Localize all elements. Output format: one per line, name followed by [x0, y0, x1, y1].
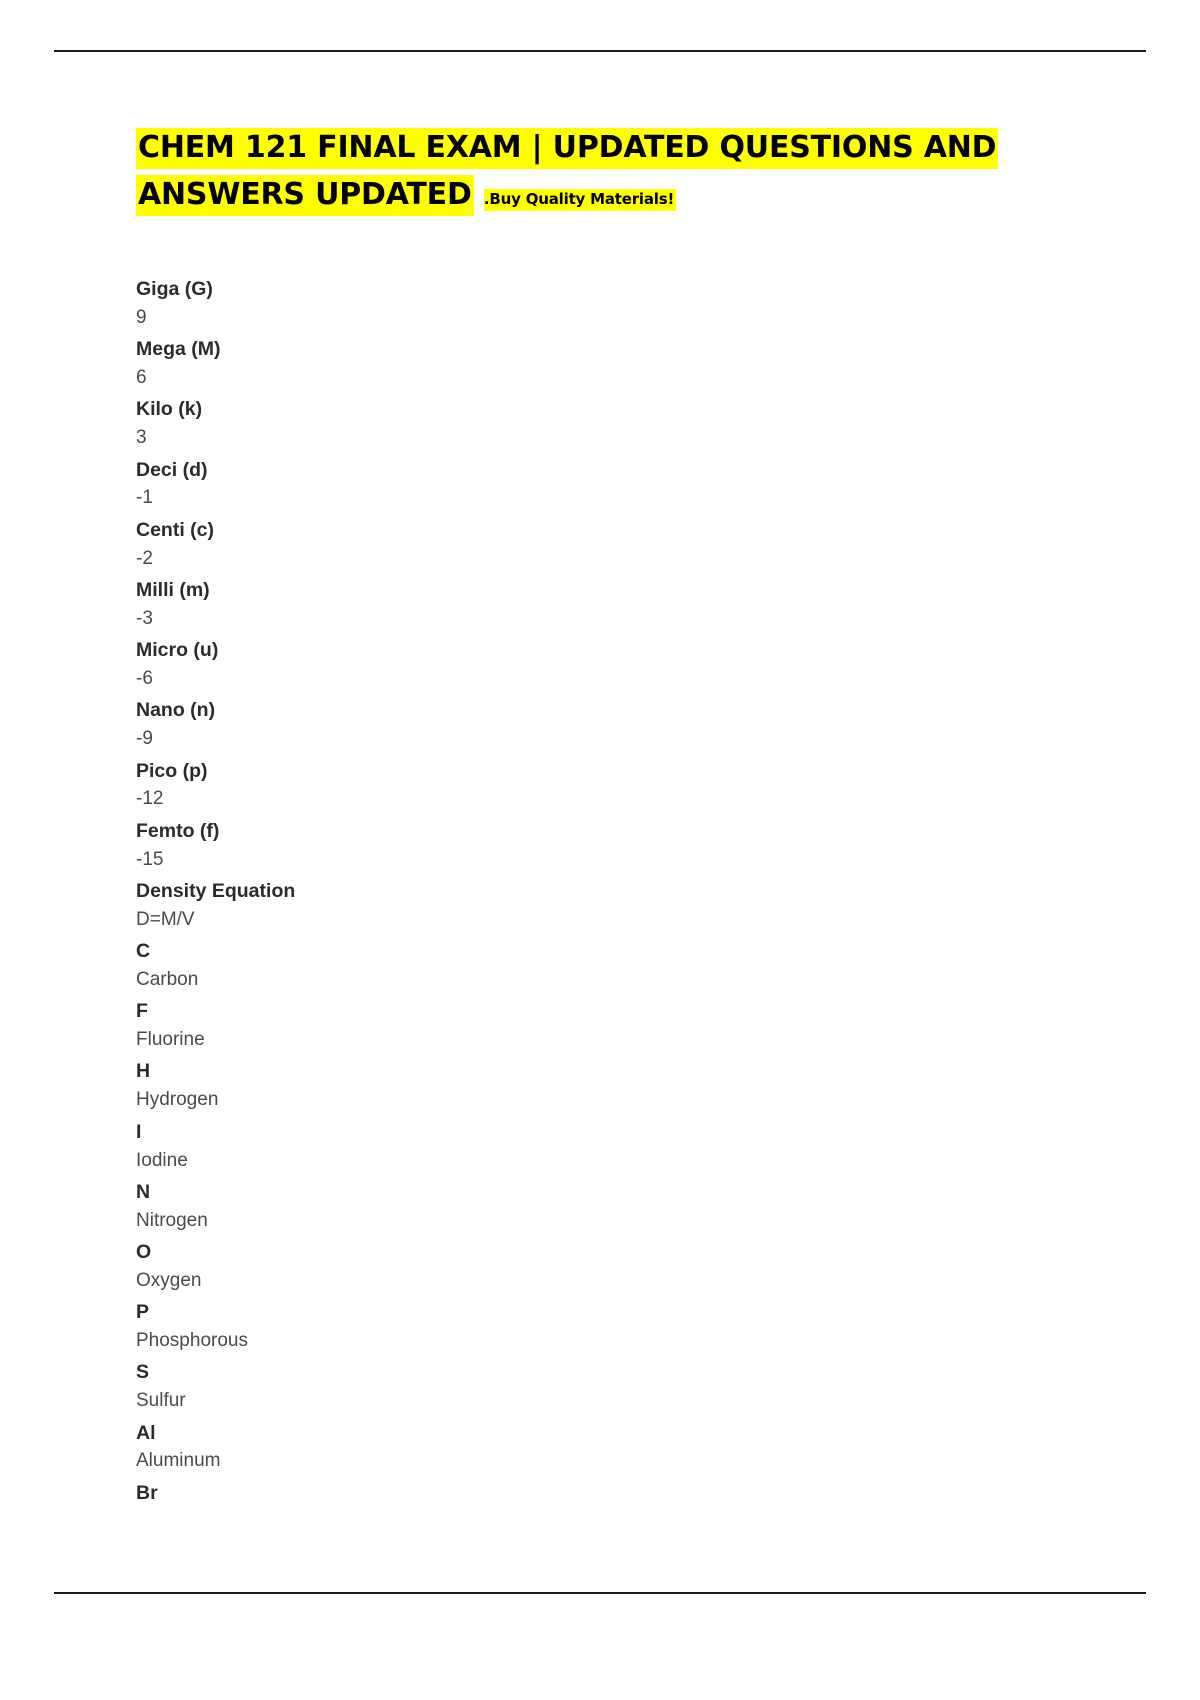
- definition-text: Fluorine: [136, 1029, 205, 1051]
- document-content: [136, 125, 1036, 1507]
- definition-text: -6: [136, 668, 153, 690]
- term-label: Br: [136, 1481, 158, 1504]
- definition-text: Hydrogen: [136, 1089, 219, 1111]
- term-label: F: [136, 1000, 148, 1023]
- header-divider: [54, 50, 1146, 52]
- definition-text: Aluminum: [136, 1450, 221, 1472]
- definition-text: -1: [136, 487, 153, 509]
- definition-text: D=M/V: [136, 908, 195, 930]
- definition-text: Nitrogen: [136, 1209, 208, 1231]
- term-label: I: [136, 1120, 142, 1143]
- term-label: Micro (u): [136, 639, 219, 662]
- term-label: Deci (d): [136, 458, 208, 481]
- definition-text: Oxygen: [136, 1269, 202, 1291]
- page-title: [136, 125, 1036, 218]
- term-label: Density Equation: [136, 879, 296, 902]
- term-label: P: [136, 1301, 150, 1324]
- term-label: Giga (G): [136, 278, 213, 300]
- term-label: O: [136, 1241, 152, 1263]
- definition-text: -15: [136, 848, 164, 870]
- definition-text: 3: [136, 427, 147, 449]
- term-label: Mega (M): [136, 338, 221, 361]
- definition-text: 9: [136, 306, 147, 328]
- definition-text: -2: [136, 547, 153, 569]
- term-label: S: [136, 1361, 150, 1384]
- term-definition-list: [136, 270, 1036, 1507]
- term-label: Pico (p): [136, 759, 208, 782]
- term-label: Kilo (k): [136, 398, 203, 421]
- term-label: N: [136, 1180, 151, 1203]
- definition-text: Sulfur: [136, 1390, 186, 1412]
- page-subtitle: .Buy Quality Materials!: [484, 189, 676, 211]
- definition-text: -3: [136, 607, 153, 629]
- term-label: Al: [136, 1421, 156, 1444]
- term-label: Milli (m): [136, 578, 210, 601]
- term-label: H: [136, 1060, 151, 1083]
- term-label: Centi (c): [136, 518, 214, 541]
- footer-divider: [54, 1592, 1146, 1594]
- definition-text: Iodine: [136, 1149, 188, 1171]
- term-label: C: [136, 940, 151, 963]
- term-label: Femto (f): [136, 819, 220, 842]
- definition-text: Phosphorous: [136, 1330, 248, 1352]
- definition-text: -12: [136, 788, 164, 810]
- page-title-highlight: CHEM 121 FINAL EXAM | UPDATED QUESTIONS AND ANSWERS UPDATED: [136, 128, 998, 216]
- definition-text: Carbon: [136, 968, 199, 990]
- definition-text: 6: [136, 367, 147, 389]
- term-label: Nano (n): [136, 699, 216, 722]
- definition-text: -9: [136, 728, 153, 750]
